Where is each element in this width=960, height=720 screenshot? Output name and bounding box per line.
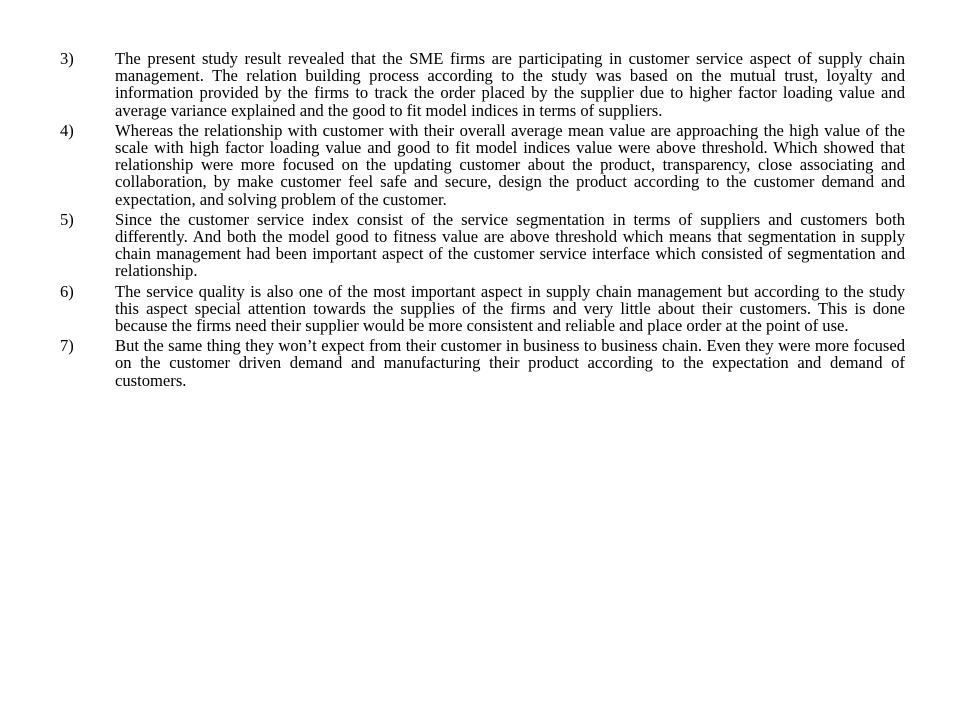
- finding-number: 6): [60, 281, 74, 301]
- finding-item: [60, 122, 905, 208]
- finding-item: [60, 50, 905, 119]
- finding-text: The present study result revealed that the SME firms are participating in customer service aspect of supply chain management. The relation building process according to the study was based on the mutual trust, loyalty and information provided by the firms to track the order placed by the supplier due to higher factor loading value and average variance explained and the good to fit model indices in terms of suppliers.: [115, 49, 905, 120]
- finding-number: 4): [60, 120, 74, 140]
- finding-number: 3): [60, 49, 74, 68]
- findings-list: [60, 50, 905, 392]
- finding-number: 7): [60, 336, 74, 356]
- finding-text: Since the customer service index consist of the service segmentation in terms of suppliers and customers both differently. And both the model good to fitness value are above threshold which means that segmentation in supply chain management had been important aspect of the customer service interface which consisted of segmentation and relationship.: [115, 209, 905, 281]
- finding-text: The service quality is also one of the most important aspect in supply chain management but according to the study this aspect special attention towards the supplies of the firms and very little about their customers. This is done because the firms need their supplier would be more consistent and reliable and place order at the point of use.: [115, 281, 905, 336]
- finding-text: But the same thing they won’t expect from their customer in business to business chain. Even they were more focused on the customer driven demand and manufacturing their product according to the expectation and demand of customers.: [115, 336, 905, 390]
- finding-item: [60, 337, 905, 389]
- finding-number: 5): [60, 209, 74, 229]
- finding-text: Whereas the relationship with customer with their overall average mean value are approaching the high value of the scale with high factor loading value and good to fit model indices value were above threshold. Which showed that relationship were more focused on the updating customer about the product, transparency, close associating and collaboration, by make customer feel safe and secure, design the product according to the customer demand and expectation, and solving problem of the customer.: [115, 120, 905, 209]
- finding-item: [60, 211, 905, 280]
- finding-item: [60, 283, 905, 335]
